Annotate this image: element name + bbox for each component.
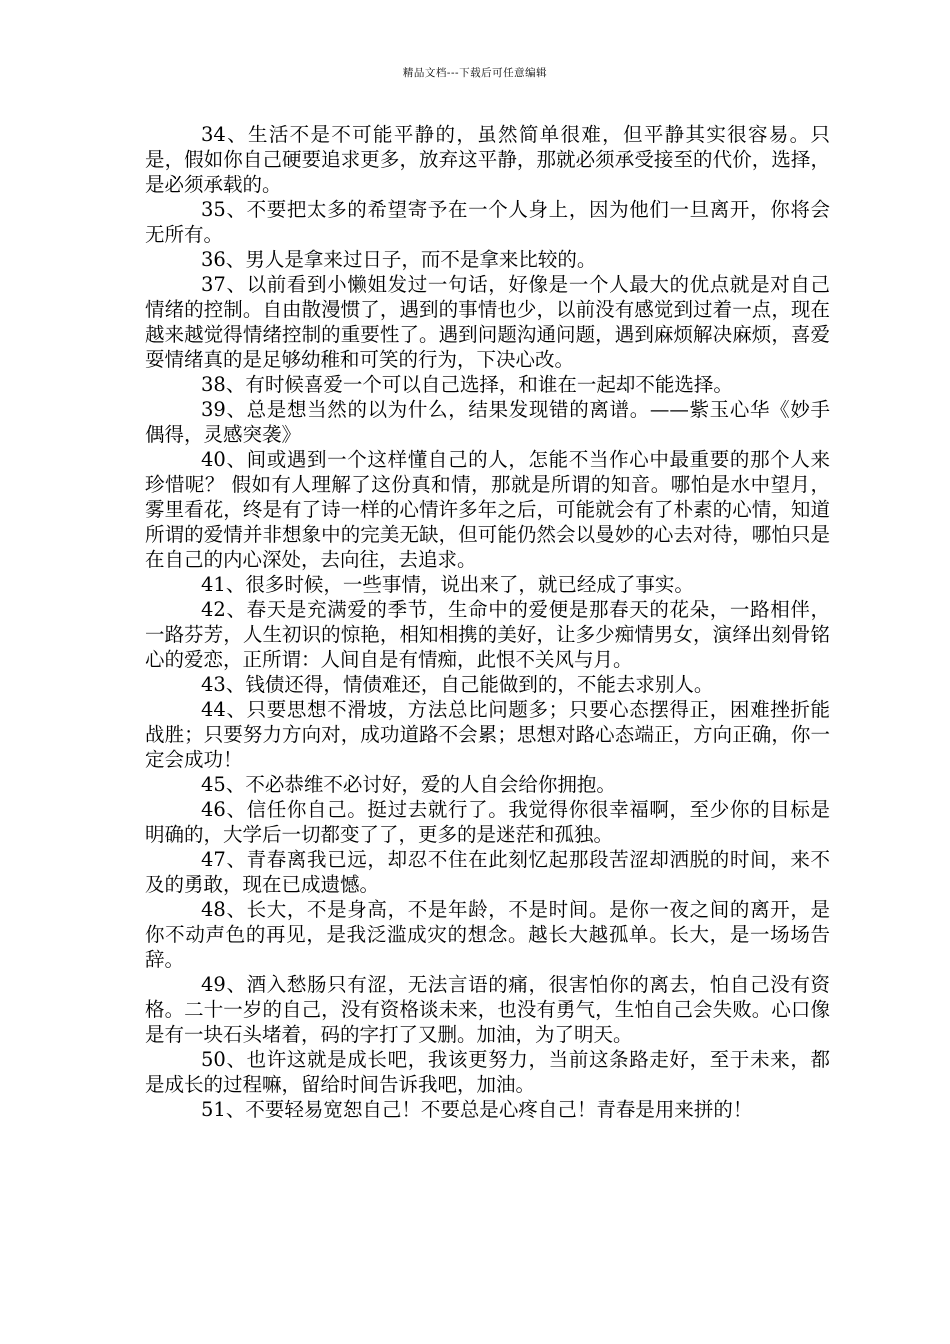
paragraph-40: 40、间或遇到一个这样懂自己的人，怎能不当作心中最重要的那个人来珍惜呢？ 假如有人理解了这份真和情，那就是所谓的知音。哪怕是水中望月，雾里看花，终是有了诗一样的心情许多年之后，可能就会有了朴素的心情，知道所谓的爱情并非想象中的完美无缺，但可能仍然会以曼妙的心去对待，哪怕只是在自己的内心深处，去向往，去追求。 [145, 448, 830, 571]
paragraph-46: 46、信任你自己。挺过去就行了。我觉得你很幸福啊，至少你的目标是明确的，大学后一切都变了了，更多的是迷茫和孤独。 [145, 798, 830, 846]
paragraph-38: 38、有时候喜爱一个可以自己选择，和谁在一起却不能选择。 [201, 373, 733, 396]
paragraph-50: 50、也许这就是成长吧，我该更努力，当前这条路走好，至于未来，都是成长的过程嘛，留给时间告诉我吧，加油。 [145, 1048, 830, 1096]
paragraph-35: 35、不要把太多的希望寄予在一个人身上，因为他们一旦离开，你将会无所有。 [145, 198, 830, 246]
paragraph-41: 41、很多时候，一些事情，说出来了，就已经成了事实。 [201, 573, 694, 596]
paragraph-36: 36、男人是拿来过日子，而不是拿来比较的。 [201, 248, 597, 271]
paragraph-39: 39、总是想当然的以为什么，结果发现错的离谱。——紫玉心华《妙手偶得，灵感突袭》 [145, 398, 830, 446]
paragraph-47: 47、青春离我已远，却忍不住在此刻忆起那段苦涩却洒脱的时间，来不及的勇敢，现在已成遗憾。 [145, 848, 830, 896]
paragraph-37: 37、以前看到小懒姐发过一句话，好像是一个人最大的优点就是对自己情绪的控制。自由散漫惯了，遇到的事情也少，以前没有感觉到过着一点，现在越来越觉得情绪控制的重要性了。遇到问题沟通问题，遇到麻烦解决麻烦，喜爱耍情绪真的是足够幼稚和可笑的行为，下决心改。 [145, 273, 830, 371]
document-body [145, 122, 830, 1122]
paragraph-34: 34、生活不是不可能平静的，虽然简单很难，但平静其实很容易。只是，假如你自己硬要追求更多，放弃这平静，那就必须承受接至的代价，选择，是必须承载的。 [145, 123, 830, 196]
paragraph-48: 48、长大，不是身高，不是年龄，不是时间。是你一夜之间的离开，是你不动声色的再见，是我泛滥成灾的想念。越长大越孤单。长大，是一场场告辞。 [145, 898, 830, 971]
page-header: 精品文档---下载后可任意编辑 [402, 67, 548, 79]
paragraph-44: 44、只要思想不滑坡，方法总比问题多；只要心态摆得正，困难挫折能战胜；只要努力方向对，成功道路不会累；思想对路心态端正，方向正确，你一定会成功！ [145, 698, 830, 771]
paragraph-42: 42、春天是充满爱的季节，生命中的爱便是那春天的花朵，一路相伴，一路芬芳，人生初识的惊艳，相知相携的美好，让多少痴情男女，演绎出刻骨铭心的爱恋，正所谓：人间自是有情痴，此恨不关风与月。 [145, 598, 830, 671]
paragraph-43: 43、钱债还得，情债难还，自己能做到的，不能去求别人。 [201, 673, 714, 696]
paragraph-51: 51、不要轻易宽恕自己！不要总是心疼自己！青春是用来拼的！ [201, 1098, 753, 1121]
paragraph-49: 49、酒入愁肠只有涩，无法言语的痛，很害怕你的离去，怕自己没有资格。二十一岁的自己，没有资格谈未来，也没有勇气，生怕自己会失败。心口像是有一块石头堵着，码的字打了又删。加油，为了明天。 [145, 973, 830, 1046]
paragraph-45: 45、不必恭维不必讨好，爱的人自会给你拥抱。 [201, 773, 616, 796]
